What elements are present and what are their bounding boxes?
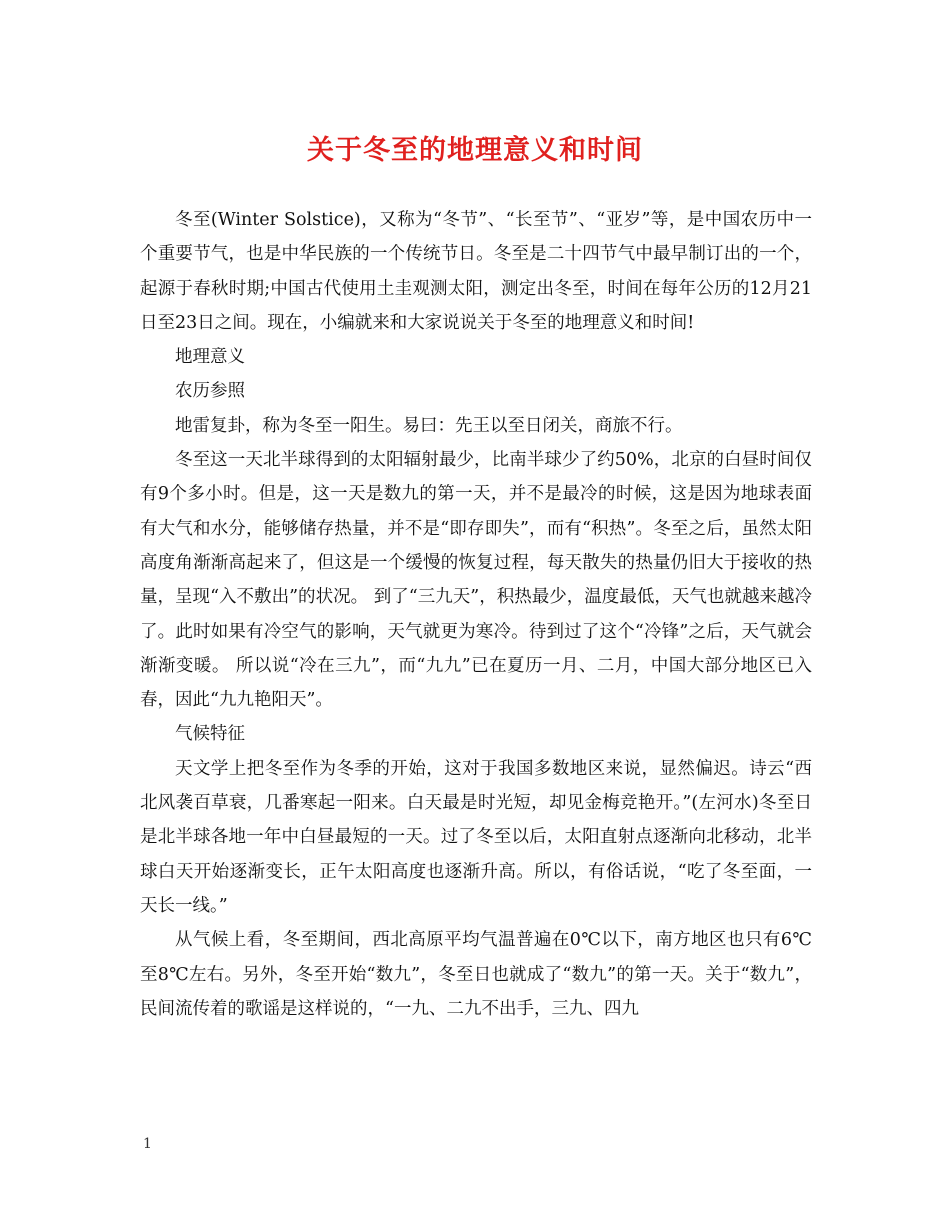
document-body: [140, 203, 812, 1026]
paragraph-solar-radiation: 冬至这一天北半球得到的太阳辐射最少，比南半球少了约50%，北京的白昼时间仅有9个多小时。但是，这一天是数九的第一天，并不是最冷的时候，这是因为地球表面有大气和水分，能够储存热量，并不是“即存即失”，而有“积热”。冬至之后，虽然太阳高度角渐渐高起来了，但这是一个缓慢的恢复过程，每天散失的热量仍旧大于接收的热量，呈现“入不敷出”的状况。 到了“三九天”，积热最少，温度最低，天气也就越来越冷了。此时如果有冷空气的影响，天气就更为寒冷。待到过了这个“冷锋”之后，天气就会渐渐变暖。 所以说“冷在三九”，而“九九”已在夏历一月、二月，中国大部分地区已入春，因此“九九艳阳天”。: [140, 450, 812, 711]
page-number: 1: [143, 1136, 152, 1152]
paragraph-intro: 冬至(Winter Solstice)，又称为“冬节”、“长至节”、“亚岁”等，是中国农历中一个重要节气，也是中华民族的一个传统节日。冬至是二十四节气中最早制订出的一个，起源于春秋时期;中国古代使用土圭观测太阳，测定出冬至，时间在每年公历的12月21日至23日之间。现在，小编就来和大家说说关于冬至的地理意义和时间!: [140, 210, 812, 333]
section-heading-lunar-reference: 农历参照: [175, 381, 245, 402]
document-title: 关于冬至的地理意义和时间: [307, 135, 643, 166]
section-heading-climate: 气候特征: [175, 724, 245, 745]
paragraph-hexagram: 地雷复卦，称为冬至一阳生。易曰：先王以至日闭关，商旅不行。: [175, 415, 683, 436]
paragraph-astronomy: 天文学上把冬至作为冬季的开始，这对于我国多数地区来说，显然偏迟。诗云“西北风袭百草衰，几番寒起一阳来。白天最是时光短，却见金梅竞艳开。”(左河水)冬至日是北半球各地一年中白昼最短的一天。过了冬至以后，太阳直射点逐渐向北移动，北半球白天开始逐渐变长，正午太阳高度也逐渐升高。所以，有俗话说，“吃了冬至面，一天长一线。”: [140, 758, 812, 916]
section-heading-geography: 地理意义: [175, 347, 245, 368]
paragraph-climate-temperature: 从气候上看，冬至期间，西北高原平均气温普遍在0℃以下，南方地区也只有6℃至8℃左右。另外，冬至开始“数九”，冬至日也就成了“数九”的第一天。关于“数九”，民间流传着的歌谣是这样说的，“一九、二九不出手，三九、四九: [140, 930, 812, 1019]
